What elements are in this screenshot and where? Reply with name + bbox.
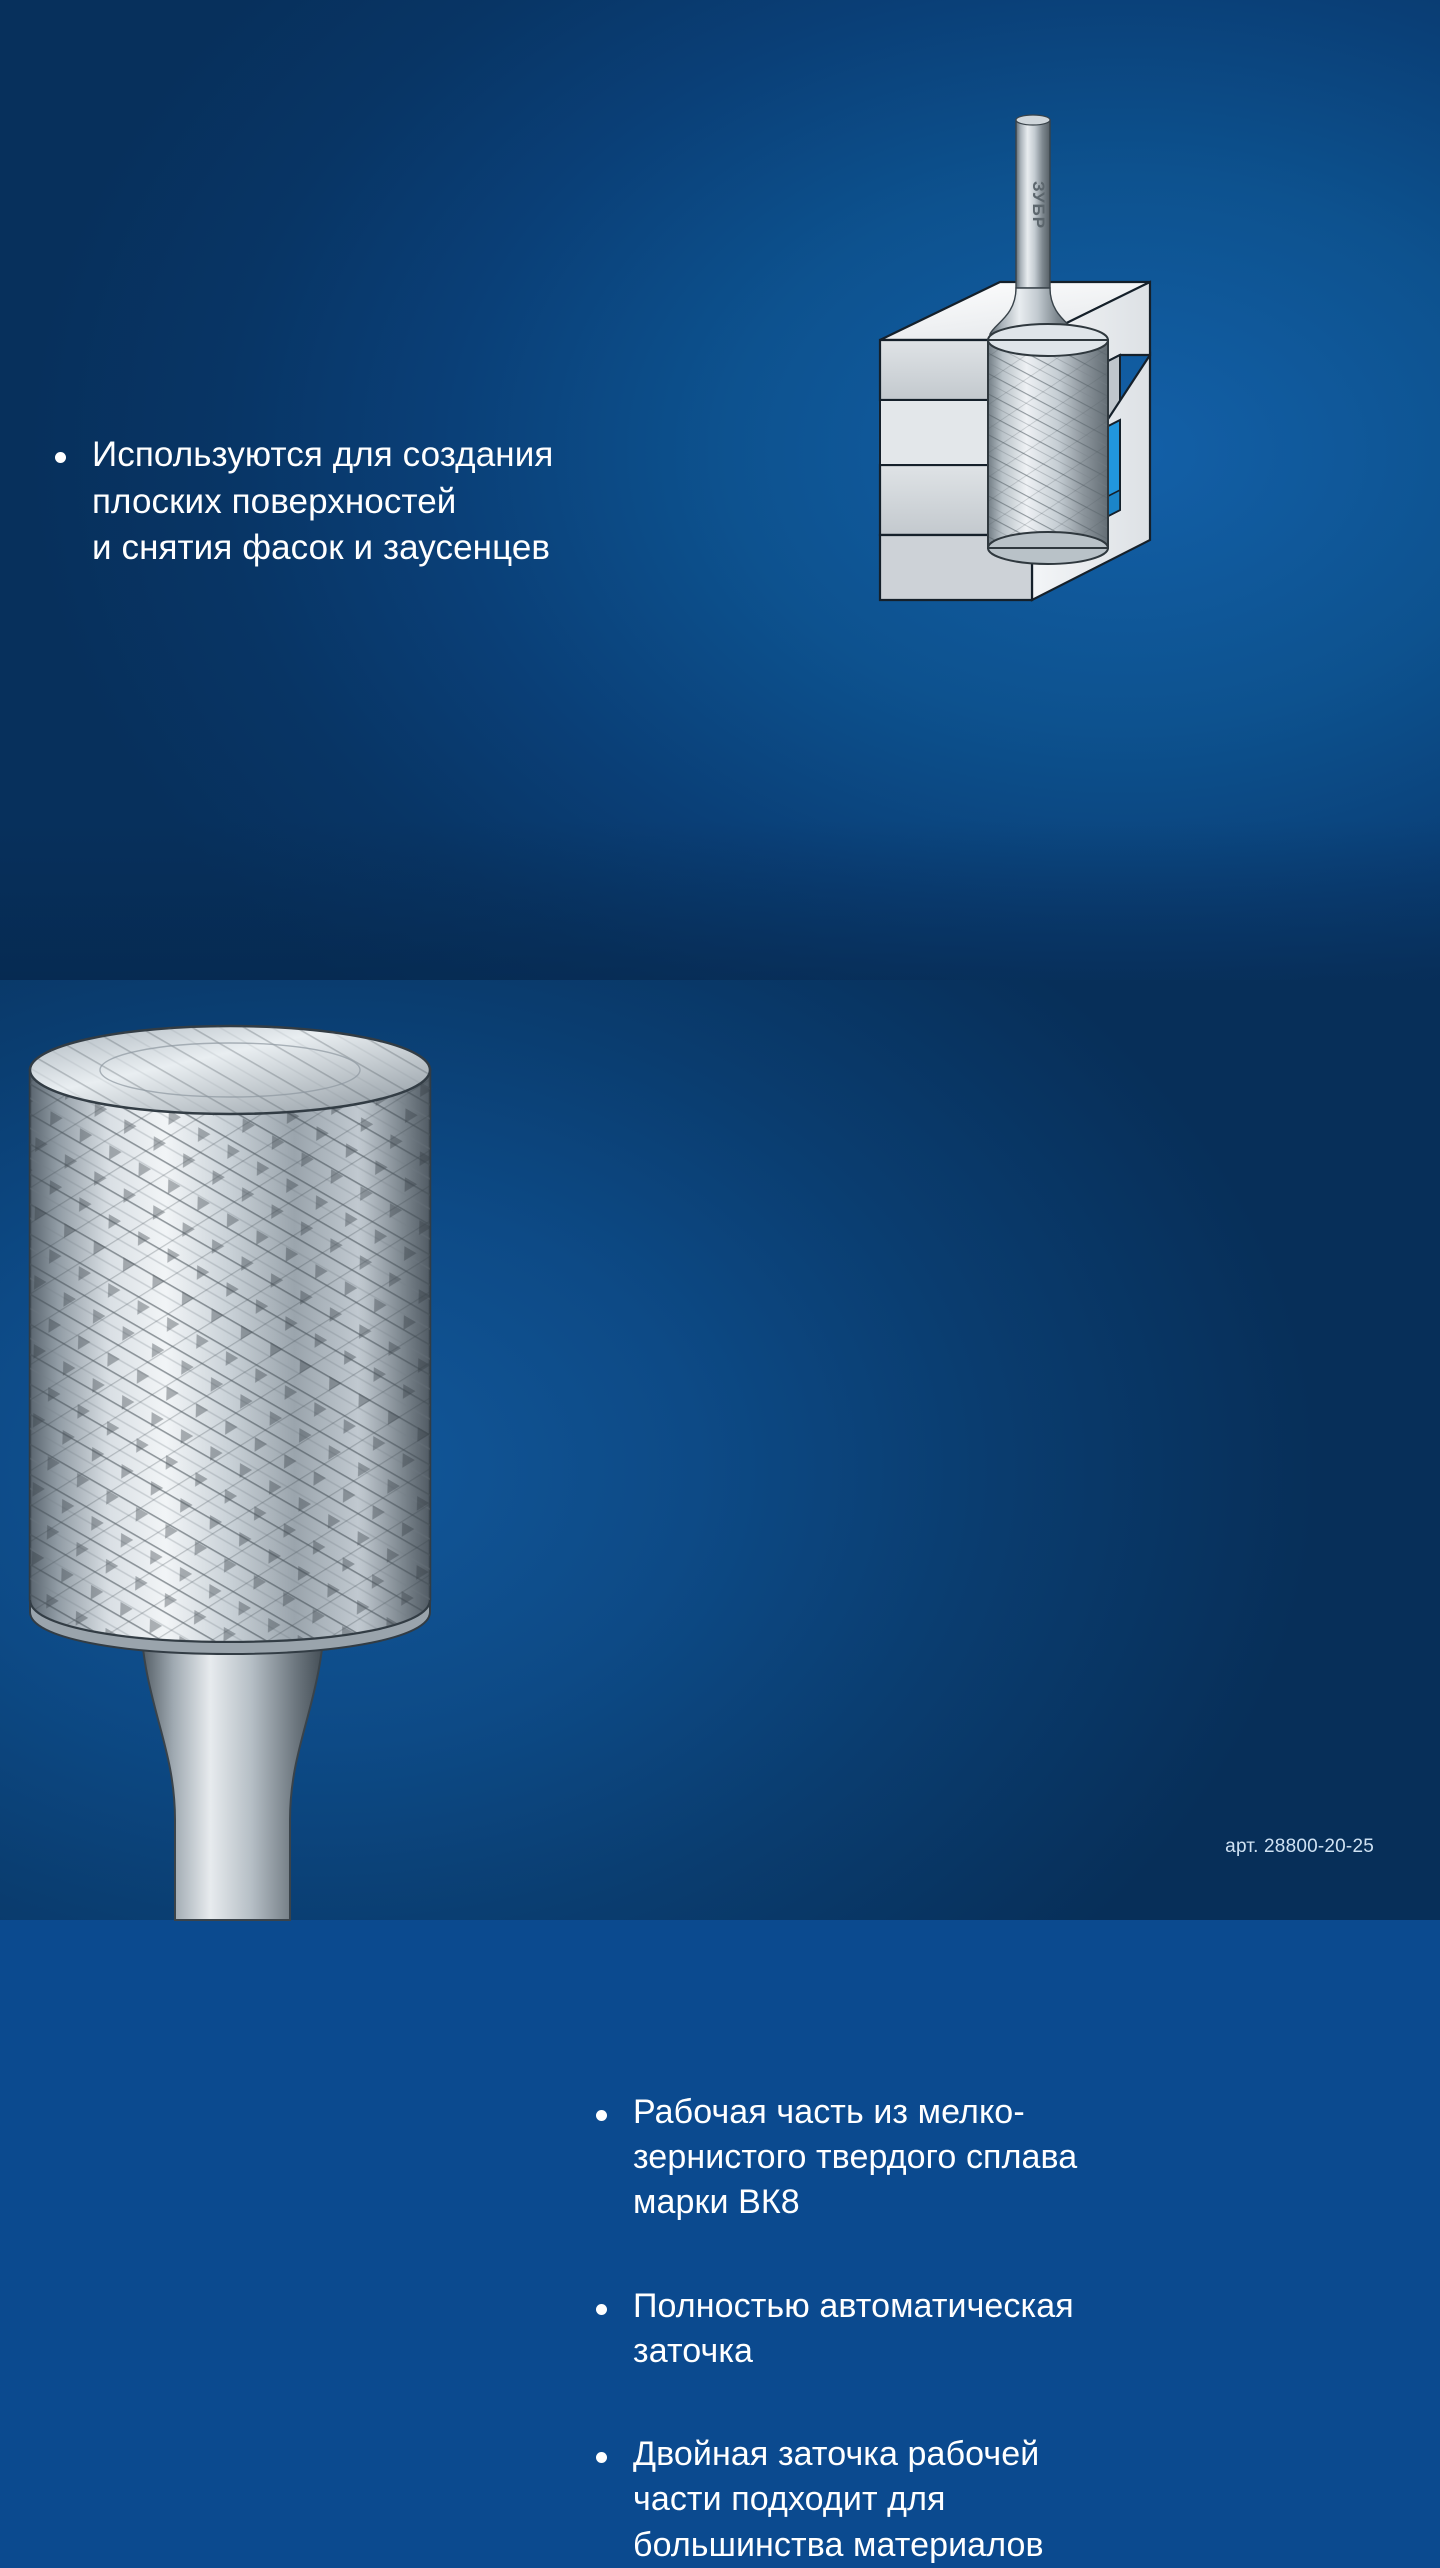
cylinder-cutting-head (20, 1026, 440, 1660)
bullet-item (596, 2090, 1256, 2226)
svg-text:ЗУБР: ЗУБР (1029, 180, 1048, 230)
machining-illustration (820, 110, 1420, 670)
bullet-dot-icon (55, 452, 66, 463)
article-code: арт. 28800-20-25 (1225, 1836, 1374, 1857)
bullet-text: Рабочая часть из мелко- зернистого твердого сплава марки ВК8 (633, 2093, 1078, 2222)
bullet-item (55, 432, 675, 572)
bullet-dot-icon (596, 2452, 607, 2463)
bullet-dot-icon (596, 2110, 607, 2121)
bullet-dot-icon (596, 2304, 607, 2315)
top-bullet-list (55, 432, 675, 572)
burr-cylinder-head (988, 324, 1108, 564)
bullet-item (596, 2284, 1256, 2374)
bullet-text: Полностью автоматическая заточка (633, 2286, 1074, 2370)
bullet-text: Используются для создания плоских поверхностей и снятия фасок и заусенцев (92, 435, 554, 568)
carbide-burr-tool (988, 115, 1108, 564)
bullet-item (596, 2432, 1256, 2568)
double-cut-teeth (20, 1060, 440, 1660)
bullet-text: Двойная заточка рабочей части подходит для большинства материалов (633, 2435, 1044, 2564)
burr-closeup-illustration (0, 1000, 630, 1920)
bottom-bullet-list (596, 2090, 1256, 2568)
top-panel (0, 0, 1440, 980)
